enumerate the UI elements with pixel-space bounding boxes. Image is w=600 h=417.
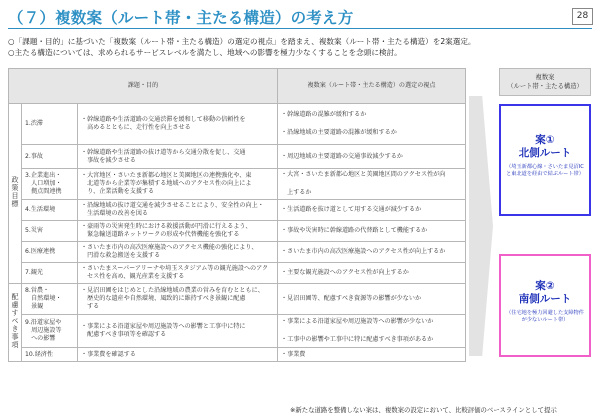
purpose-line: ・事業による沿道家屋や周辺施設等への影響と工事中に特に <box>81 323 246 330</box>
category-line: 9.沿道家屋や <box>25 319 62 326</box>
purpose-cell <box>78 221 278 242</box>
purpose-cell <box>78 242 278 263</box>
plan-2-name: 南側ルート <box>518 293 572 305</box>
purpose-cell <box>78 263 278 284</box>
category-line: 10.経済性 <box>25 350 53 358</box>
page-title: （７）複数案（ルート帯・主たる構造）の考え方 <box>8 9 354 27</box>
group-label-text: 配慮すべき事項 <box>11 293 19 349</box>
table-row <box>9 104 466 145</box>
header-view: 複数案（ルート帯・主たる構造）の選定の視点 <box>278 69 466 104</box>
category-line: 人口増加・ <box>25 180 62 187</box>
plan-2-description: （住宅地を極力回避した支障物件が少ないルート帯） <box>506 310 584 323</box>
category-cell <box>22 263 78 284</box>
view-cell <box>278 104 466 145</box>
purpose-line: 北道等から企業等が集積する地域へのアクセス性の向上によ <box>81 180 252 187</box>
category-line: 自然環境・ <box>25 295 62 302</box>
purpose-cell <box>78 145 278 169</box>
category-line: への影響 <box>25 335 56 342</box>
view-line: ・事業費 <box>281 350 306 358</box>
table-row <box>9 284 466 315</box>
table-row <box>9 200 466 221</box>
purpose-cell <box>78 104 278 145</box>
purpose-line: 歴史的な遺産や自然環境、風致的に維持すべき景観に配慮 <box>81 295 246 302</box>
view-line: ・主要な観光施設へのアクセス性が向上するか <box>281 269 409 276</box>
view-line: ・幹線道路の混雑が緩和するか <box>281 111 367 118</box>
category-cell <box>22 284 78 315</box>
plans-header-line: （ルート帯・主たる構造） <box>507 83 583 90</box>
arrow-right-icon <box>469 96 493 356</box>
purpose-line: 緊急輸送道路ネットワークの形成や代替機能を強化する <box>81 231 240 238</box>
purpose-line: り、企業活動を支援する <box>81 188 155 195</box>
purpose-line: ・幹線道路や生活道路の抜け道等から交通分散を促し、交通 <box>81 148 246 156</box>
purpose-line: する <box>81 303 100 310</box>
category-cell <box>22 221 78 242</box>
purpose-line: ・見沼田圃をはじめとした沿線地域の農業の営みを育むとともに、 <box>81 287 264 294</box>
category-line: 景観 <box>25 303 44 310</box>
category-line: 7.観光 <box>25 269 44 276</box>
view-line: ・周辺地域の主要道路の交通事故減少するか <box>281 152 403 160</box>
page-number: 28 <box>572 8 593 25</box>
purpose-line: ・事業費を確認する <box>81 350 136 358</box>
category-cell <box>22 169 78 200</box>
category-line: 3.企業進出・ <box>25 172 62 179</box>
view-cell <box>278 169 466 200</box>
table-row <box>9 242 466 263</box>
purpose-cell <box>78 348 278 362</box>
purpose-line: 円滑な救急搬送を支援する <box>81 252 161 259</box>
view-cell <box>278 263 466 284</box>
purpose-view-table <box>8 68 466 362</box>
purpose-line: ・さいたま市内の高次医療施設へのアクセス機能の強化により、 <box>81 244 258 251</box>
view-line: 上するか <box>281 189 312 196</box>
table-row <box>9 145 466 169</box>
title-underline <box>8 28 592 29</box>
category-cell <box>22 348 78 362</box>
plan-2-title: 案② <box>535 280 555 292</box>
view-line: ・事業による沿道家屋や周辺施設等への影響が少ないか <box>281 318 434 325</box>
purpose-line: 配慮すべき事項等を確認する <box>81 331 167 338</box>
plan-2-box <box>499 254 591 357</box>
purpose-line: ・豪雨等の災害発生時における救援活動が円滑に行えるよう、 <box>81 223 252 230</box>
purpose-line: セス性を高め、観光産業を支援する <box>81 273 185 280</box>
plan-1-title: 案① <box>535 134 555 146</box>
purpose-line: 事故を減少させる <box>81 156 136 164</box>
view-cell <box>278 284 466 315</box>
group-label <box>9 284 22 362</box>
view-line: ・沿線地域の主要道路の混雑が緩和するか <box>281 129 397 136</box>
view-cell <box>278 145 466 169</box>
table-row <box>9 169 466 200</box>
category-line: 4.生活環境 <box>25 206 56 213</box>
table-row <box>9 221 466 242</box>
purpose-line: ・さいたまスーパーアリーナや埼玉スタジアム等の観光施設へのアク <box>81 265 269 272</box>
plan-1-name: 北側ルート <box>518 147 572 159</box>
view-cell <box>278 242 466 263</box>
category-line: 1.渋滞 <box>25 120 44 127</box>
purpose-line: 高めるとともに、走行性を向上させる <box>81 124 191 131</box>
view-cell <box>278 348 466 362</box>
category-cell <box>22 315 78 348</box>
purpose-line: ・大宮地区・さいたま新都心地区と美園地区の連携強化や、東 <box>81 172 252 179</box>
category-cell <box>22 242 78 263</box>
purpose-line: ・幹線道路や生活道路の交通渋滞を緩和して移動の信頼性を <box>81 116 246 123</box>
category-cell <box>22 104 78 145</box>
purpose-line: 生活環境の改善を図る <box>81 210 149 217</box>
plan-1-box <box>499 104 591 216</box>
view-line: ・大宮・さいたま新都心地区と美園地区間のアクセス性が向 <box>281 171 446 178</box>
view-cell <box>278 315 466 348</box>
header-purpose: 課題・目的 <box>9 69 278 104</box>
category-line: 8.営農・ <box>25 287 50 294</box>
purpose-cell <box>78 200 278 221</box>
category-line: 周辺施設等 <box>25 327 62 334</box>
bullet-point: ○主たる構造については、求められるサービスレベルを満たし、地域への影響を極力少なくすることを念頭に検討。 <box>8 48 402 57</box>
view-line: ・見沼田圃等、配慮すべき資源等の影響が少ないか <box>281 295 422 302</box>
category-cell <box>22 145 78 169</box>
table-row <box>9 263 466 284</box>
view-line: ・工事中の影響や工事中に特に配慮すべき事項があるか <box>281 336 434 343</box>
footnote: ※新たな道路を整備しない案は、複数案の設定において、比較評価のベースラインとして提示 <box>290 406 557 414</box>
plan-1-description: （埼玉新都心線・さいたま見沼ICと東北道を経由で結ぶルート帯） <box>506 164 584 177</box>
category-line: 5.災害 <box>25 227 44 234</box>
table-body <box>9 104 466 362</box>
table-row <box>9 315 466 348</box>
view-line: ・生活道路を抜け道として用する交通が減少するか <box>281 206 422 213</box>
view-line: ・さいたま市内の高次医療施設へのアクセス性が向上するか <box>281 248 446 255</box>
category-line: 2.事故 <box>25 152 44 160</box>
table-row <box>9 348 466 362</box>
group-label <box>9 104 22 284</box>
plans-header <box>499 68 591 96</box>
category-cell <box>22 200 78 221</box>
category-line: 拠点間連携 <box>25 188 62 195</box>
view-line: ・事故や災害時に幹線道路の代替路として機能するか <box>281 227 428 234</box>
purpose-cell <box>78 315 278 348</box>
purpose-line: ・沿線地域の抜け道交通を減少させることにより、安全性の向上・ <box>81 202 264 209</box>
bullet-point: ○「課題・目的」に基づいた「複数案（ルート帯・主たる構造）の選定の視点」を踏まえ、複数案（ルート帯・主たる構造）を2案選定。 <box>8 37 476 46</box>
view-cell <box>278 221 466 242</box>
purpose-cell <box>78 169 278 200</box>
group-label-text: 政策目標 <box>11 176 19 208</box>
purpose-cell <box>78 284 278 315</box>
category-line: 6.医療連携 <box>25 248 56 255</box>
plans-header-line: 複数案 <box>535 74 555 81</box>
view-cell <box>278 200 466 221</box>
